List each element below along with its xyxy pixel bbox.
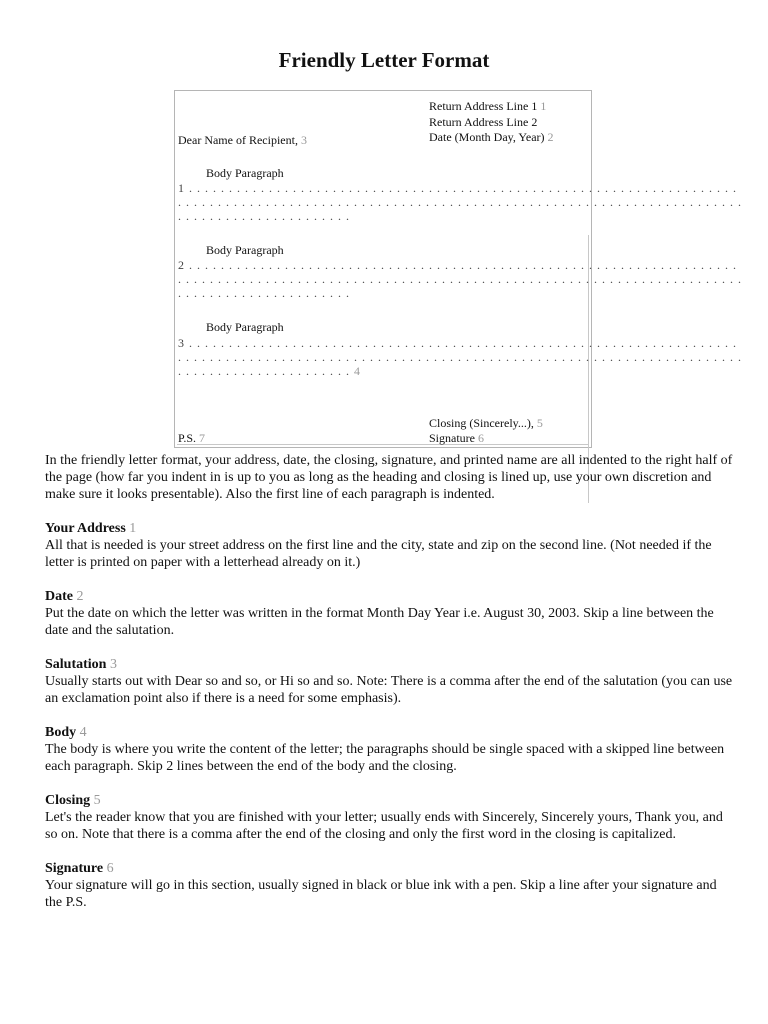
body-paragraph-dots-3: 3 . . . . . . . . . . . . . . . . . . . . . . . . . . . . . . . . . . . . . . . . . . . . . . . . . . . . . . . . . . . . . . . . . . . . . . . . . . . . . . . . . . . . . . . . . . . . . . . . . . . . . . . . . . . . . . . . . . . . . . . . . . . . . . . . . . . . . . . . . . . . . . . . . . . . . . . . . . . . . . . . . . 4 bbox=[178, 336, 742, 378]
diagram-border-bottom bbox=[177, 444, 589, 445]
section-text: The body is where you write the content of the letter; the paragraphs should be single spaced with a skipped line between each paragraph. Skip 2 lines between the end of the body and the closing. bbox=[45, 742, 725, 774]
section-date bbox=[45, 588, 735, 639]
date-line bbox=[429, 130, 554, 144]
section-your-address bbox=[45, 520, 735, 571]
section-heading: Signature bbox=[45, 861, 104, 876]
return-address-line-2: Return Address Line 2 bbox=[429, 115, 538, 129]
section-text: Let's the reader know that you are finished with your letter; usually ends with Sincerely, Sincerely yours, Thank you, and so on. Note that there is a comma after the end of the closing and only the first word in the closing is capitalized. bbox=[45, 810, 723, 842]
section-text: All that is needed is your street address on the first line and the city, state and zip on the second line. (Not needed if the letter is printed on paper with a letterhead already on it.) bbox=[45, 538, 712, 570]
closing-text: Closing (Sincerely...), bbox=[429, 416, 534, 430]
section-marker: 3 bbox=[109, 657, 117, 672]
marker-3: 3 bbox=[300, 133, 307, 147]
body-paragraph-label-2: Body Paragraph bbox=[206, 243, 284, 257]
section-heading: Salutation bbox=[45, 657, 107, 672]
marker-5: 5 bbox=[536, 416, 543, 430]
salutation-text: Dear Name of Recipient, bbox=[178, 133, 298, 147]
marker-7: 7 bbox=[199, 431, 206, 445]
section-text: Your signature will go in this section, usually signed in black or blue ink with a pen. Skip a line after your signature and the P.S. bbox=[45, 878, 717, 910]
section-marker: 1 bbox=[129, 521, 137, 536]
marker-6: 6 bbox=[478, 431, 484, 445]
paragraph-number-2: 2 bbox=[178, 258, 185, 272]
section-marker: 6 bbox=[106, 861, 114, 876]
body-paragraph-dots-2: 2 . . . . . . . . . . . . . . . . . . . . . . . . . . . . . . . . . . . . . . . . . . . . . . . . . . . . . . . . . . . . . . . . . . . . . . . . . . . . . . . . . . . . . . . . . . . . . . . . . . . . . . . . . . . . . . . . . . . . . . . . . . . . . . . . . . . . . . . . . . . . . . . . . . . . . . . . . . . . . . . . . . bbox=[178, 258, 742, 300]
paragraph-number-1: 1 bbox=[178, 181, 185, 195]
section-closing bbox=[45, 792, 735, 843]
section-marker: 4 bbox=[79, 725, 87, 740]
section-marker: 2 bbox=[76, 589, 84, 604]
return-address-line-1 bbox=[429, 99, 546, 113]
intro-paragraph: In the friendly letter format, your address, date, the closing, signature, and printed name are all indented to the right half of the page (how far you indent in is up to you as long as the heading and closing is lined up, use your own discretion and make sure it looks presentable). Also the first line of each paragraph is indented. bbox=[45, 453, 733, 502]
closing-line bbox=[429, 416, 543, 430]
section-marker: 5 bbox=[93, 793, 101, 808]
signature-line bbox=[429, 431, 484, 445]
section-heading: Body bbox=[45, 725, 77, 740]
section-body bbox=[45, 724, 735, 775]
salutation-line bbox=[178, 133, 307, 147]
letter-diagram bbox=[174, 90, 742, 448]
section-heading: Your Address bbox=[45, 521, 126, 536]
section-text: Put the date on which the letter was written in the format Month Day Year i.e. August 30, 2003. Skip a line between the date and the salutation. bbox=[45, 606, 714, 638]
explanation-text bbox=[45, 452, 735, 928]
section-salutation bbox=[45, 656, 735, 707]
date-line-text: Date (Month Day, Year) bbox=[429, 130, 545, 144]
body-paragraph-label-1: Body Paragraph bbox=[206, 166, 284, 180]
marker-4: 4 bbox=[354, 364, 361, 378]
section-signature bbox=[45, 860, 735, 911]
marker-2: 2 bbox=[547, 130, 554, 144]
marker-1: 1 bbox=[540, 99, 547, 113]
signature-text: Signature bbox=[429, 431, 475, 445]
body-paragraph-label-3: Body Paragraph bbox=[206, 320, 284, 334]
section-heading: Date bbox=[45, 589, 73, 604]
paragraph-number-3: 3 bbox=[178, 336, 185, 350]
page-title: Friendly Letter Format bbox=[278, 48, 490, 72]
ps-line bbox=[178, 431, 205, 445]
section-heading: Closing bbox=[45, 793, 91, 808]
section-text: Usually starts out with Dear so and so, or Hi so and so. Note: There is a comma after the end of the salutation (you can use an exclamation point also if there is a need for some emphasis). bbox=[45, 674, 733, 706]
return-address-line-1-text: Return Address Line 1 bbox=[429, 99, 538, 113]
body-paragraph-dots-1: 1 . . . . . . . . . . . . . . . . . . . . . . . . . . . . . . . . . . . . . . . . . . . . . . . . . . . . . . . . . . . . . . . . . . . . . . . . . . . . . . . . . . . . . . . . . . . . . . . . . . . . . . . . . . . . . . . . . . . . . . . . . . . . . . . . . . . . . . . . . . . . . . . . . . . . . . . . . . . . . . . . . . bbox=[178, 181, 742, 223]
ps-text: P.S. bbox=[178, 431, 197, 445]
